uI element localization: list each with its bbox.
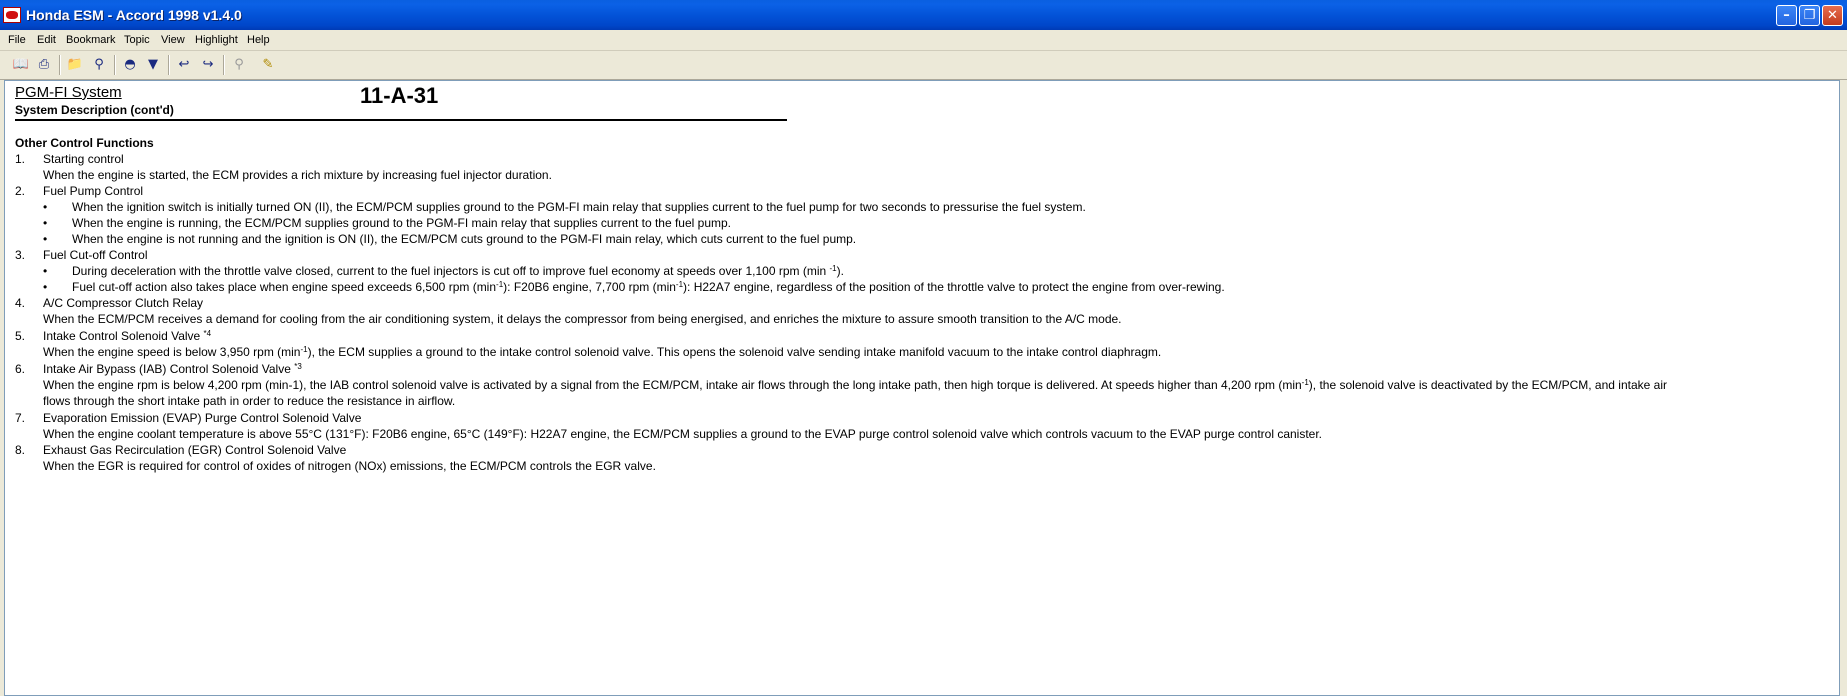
bullet-text [72,264,844,279]
minimize-icon: – [1783,8,1790,23]
bullet-text: When the engine is running, the ECM/PCM supplies ground to the PGM-FI main relay that supplies current to the fuel pump. [72,216,731,230]
text-run: During deceleration with the throttle valve closed, current to the fuel injectors is cut off to improve fuel economy at speeds over 1,100 rpm (min [72,264,830,278]
superscript: -1 [1301,378,1309,387]
text-run: ): F20B6 engine, 7,700 rpm (min [503,280,676,294]
item-number: 2. [15,184,26,198]
bullet: • [43,216,48,230]
bullet-text [72,280,1225,295]
item-text: When the ECM/PCM receives a demand for cooling from the air conditioning system, it delays the compressor from being energised, and enriches the mixture to assure smooth transition to the A/C mode. [43,312,1122,326]
item-number: 1. [15,152,26,166]
header-rule [15,119,787,121]
restore-icon: ❐ [1803,8,1816,23]
page-title: PGM-FI System [15,84,122,101]
bullet-text: When the ignition switch is initially turned ON (II), the ECM/PCM supplies ground to the PGM-FI main relay that supplies current to the fuel pump for two seconds to pressurise the fuel system. [72,200,1086,214]
zoom-icon: ⚲ [234,57,244,72]
item-title: A/C Compressor Clutch Relay [43,296,204,310]
flashlight-button[interactable] [142,54,164,76]
page-subtitle: System Description (cont'd) [15,103,174,117]
contents-button[interactable] [10,54,32,76]
item-title: Evaporation Emission (EVAP) Purge Control Solenoid Valve [43,411,362,425]
item-text [43,378,1667,393]
menu-topic[interactable]: Topic [124,34,150,46]
menu-bookmark[interactable]: Bookmark [66,34,116,46]
close-button[interactable] [1822,5,1843,26]
item-title [43,362,302,377]
document-pane[interactable] [4,80,1840,696]
text-run: ). [836,264,844,278]
item-number: 3. [15,248,26,262]
search-icon: ⚲ [94,57,104,72]
item-number: 4. [15,296,26,310]
superscript: -1 [675,280,684,289]
superscript: -1 [300,345,308,354]
item-title: Starting control [43,152,124,166]
text-run: When the engine speed is below 3,950 rpm (min [43,345,301,359]
menu-file[interactable]: File [8,34,26,46]
back-page-button[interactable] [173,54,195,76]
item-number: 7. [15,411,26,425]
title-bar[interactable] [0,0,1847,30]
item-text: When the engine coolant temperature is above 55°C (131°F): F20B6 engine, 65°C (149°F): H22A7 engine, the ECM/PCM supplies a ground to the EVAP purge control solenoid valve which controls vacuum to the EVAP purge control canister. [43,427,1323,441]
window-edge [1840,80,1847,696]
menu-bar [0,30,1847,51]
bullet: • [43,280,48,294]
menu-view[interactable]: View [161,34,185,46]
highlight-button[interactable] [257,54,279,76]
item-title: Fuel Cut-off Control [43,248,148,262]
item-number: 5. [15,329,26,343]
text-run: ), the solenoid valve is deactivated by the ECM/PCM, and intake air [1308,378,1667,392]
text-run: Intake Air Bypass (IAB) Control Solenoid Valve [43,362,295,376]
book-open-icon: 📖 [12,57,30,72]
footnote-ref: *3 [294,362,302,371]
restore-button[interactable] [1799,5,1820,26]
forward-page-icon: ↪ [202,57,214,72]
item-text: When the engine is started, the ECM provides a rich mixture by increasing fuel injector duration. [43,168,552,182]
superscript: -1 [829,264,837,273]
window-title: Honda ESM - Accord 1998 v1.4.0 [26,7,242,23]
text-run: Intake Control Solenoid Valve [43,329,204,343]
item-title: Fuel Pump Control [43,184,144,198]
footnote-ref: *4 [203,329,212,338]
open-button[interactable] [64,54,86,76]
item-text: flows through the short intake path in order to reduce the resistance in airflow. [43,394,456,408]
flashlight-icon: ▼ [148,57,158,72]
bullet: • [43,264,48,278]
minimize-button[interactable] [1776,5,1797,26]
section-heading: Other Control Functions [15,136,154,150]
close-icon: ✕ [1827,8,1838,23]
print-icon: ⎙ [38,57,50,72]
binoculars-button[interactable] [119,54,141,76]
highlight-pen-icon: ✎ [262,57,274,72]
toolbar [0,51,1847,80]
text-run: Fuel cut-off action also takes place when engine speed exceeds 6,500 rpm (min [72,280,497,294]
text-run: ), the ECM supplies a ground to the intake control solenoid valve. This opens the solenoid valve sending intake manifold vacuum to the intake control diaphragm. [307,345,1162,359]
text-run: When the engine rpm is below 4,200 rpm (min-1), the IAB control solenoid valve is activated by a signal from the ECM/PCM, intake air flows through the long intake path, then high torque is delivered. At speeds higher than 4,200 rpm (min [43,378,1302,392]
page-number: 11-A-31 [360,83,439,108]
bullet: • [43,232,48,246]
binoculars-icon: ◓ [124,57,136,72]
folder-icon: 📁 [66,57,84,72]
item-number: 6. [15,362,26,376]
print-button[interactable] [33,54,55,76]
menu-highlight[interactable]: Highlight [195,34,238,46]
menu-edit[interactable]: Edit [37,34,56,46]
back-page-icon: ↩ [178,57,190,72]
superscript: -1 [496,280,504,289]
zoom-button[interactable] [228,54,250,76]
menu-help[interactable]: Help [247,34,270,46]
item-title: Exhaust Gas Recirculation (EGR) Control Solenoid Valve [43,443,347,457]
bullet-text: When the engine is not running and the ignition is ON (II), the ECM/PCM cuts ground to the PGM-FI main relay, which cuts current to the fuel pump. [72,232,857,246]
item-number: 8. [15,443,26,457]
forward-page-button[interactable] [197,54,219,76]
item-text: When the EGR is required for control of oxides of nitrogen (NOx) emissions, the ECM/PCM controls the EGR valve. [43,459,656,473]
bullet: • [43,200,48,214]
text-run: ): H22A7 engine, regardless of the position of the throttle valve to protect the engine from over-rewing. [683,280,1225,294]
honda-app-icon[interactable] [3,7,21,23]
item-title [43,329,211,344]
item-text [43,345,1161,360]
find-button[interactable] [88,54,110,76]
